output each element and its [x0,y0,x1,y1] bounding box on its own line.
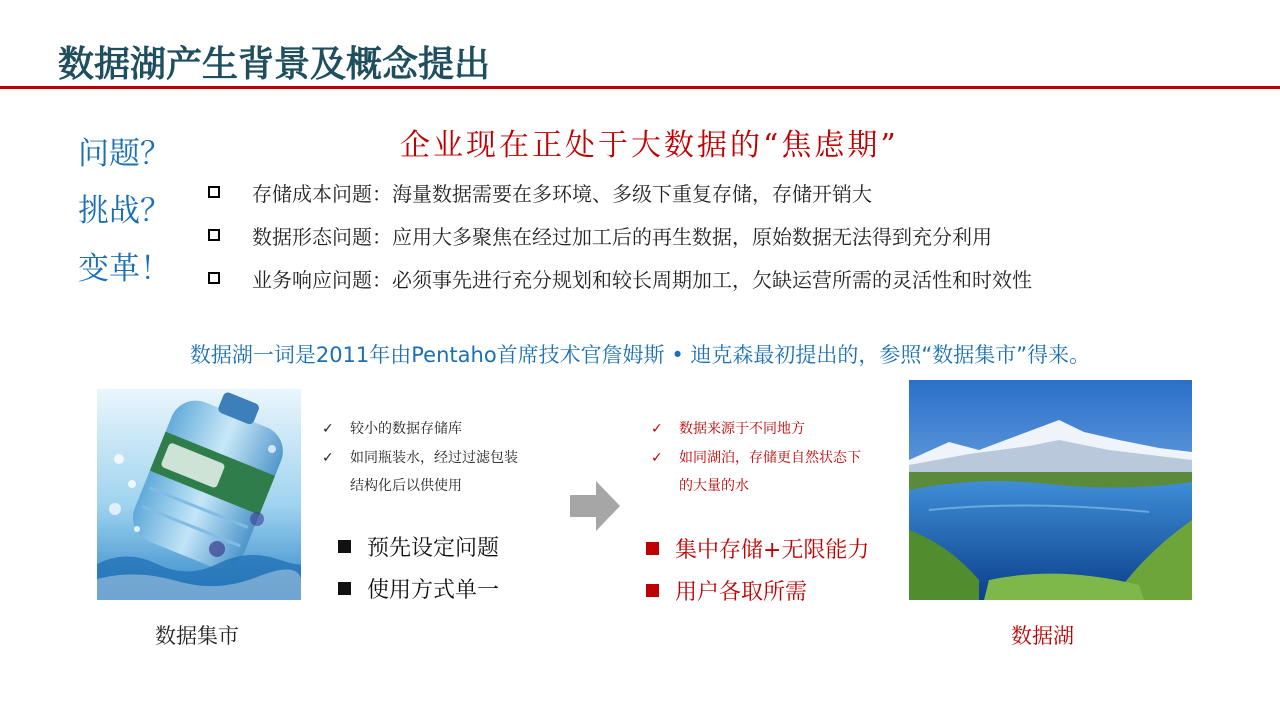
intro-sentence: 数据湖一词是2011年由Pentaho首席技术官詹姆斯 • 迪克森最初提出的，参照“数据集市”得来。 [189,343,1091,367]
check-text: 较小的数据存储库 [350,421,462,437]
filled-square-bullet-icon [338,540,351,553]
checkmark-icon: ✓ [322,450,334,466]
bullet-text: 数据形态问题：应用大多聚焦在经过加工后的再生数据，原始数据无法得到充分利用 [252,224,992,249]
bullet-item [208,220,992,250]
bullet-text: 业务响应问题：必须事先进行充分规划和较长周期加工，欠缺运营所需的灵活性和时效性 [252,267,1032,292]
filled-square-bullet-icon [646,542,659,555]
side-word-question: 问题？ [78,136,171,172]
hollow-square-bullet-icon [208,186,220,198]
check-text-continued: 的大量的水 [679,478,749,494]
right-arrow-icon [570,481,620,531]
check-text: 数据来源于不同地方 [679,421,805,437]
check-item [322,418,462,438]
check-item [651,418,805,438]
feature-text: 用户各取所需 [675,579,808,605]
side-word-challenge: 挑战？ [78,193,171,229]
feature-item [338,572,499,604]
checkmark-icon: ✓ [651,450,663,466]
hollow-square-bullet-icon [208,272,220,284]
feature-text: 使用方式单一 [367,577,500,603]
feature-item [646,574,807,606]
check-text-continued: 结构化后以供使用 [350,478,462,494]
water-bottle-image [97,389,301,600]
feature-text: 集中存储+无限能力 [675,537,870,563]
check-item [322,447,518,467]
feature-item [338,530,499,562]
feature-item [646,532,869,564]
filled-square-bullet-icon [646,584,659,597]
check-text: 如同瓶装水，经过过滤包装 [350,450,518,466]
bullet-text: 存储成本问题：海量数据需要在多环境、多级下重复存储，存储开销大 [252,181,872,206]
bullet-item [208,177,872,207]
checkmark-icon: ✓ [322,421,334,437]
feature-text: 预先设定问题 [367,535,500,561]
data-mart-caption: 数据集市 [155,624,239,648]
data-lake-caption: 数据湖 [1011,624,1074,648]
bullet-item [208,263,1032,293]
side-word-change: 变革！ [78,251,171,287]
hollow-square-bullet-icon [208,229,220,241]
check-item [651,447,861,467]
check-text: 如同湖泊，存储更自然状态下 [679,450,861,466]
slide-title: 数据湖产生背景及概念提出 [58,44,491,85]
filled-square-bullet-icon [338,582,351,595]
checkmark-icon: ✓ [651,421,663,437]
title-divider [0,86,1280,89]
headline: 企业现在正处于大数据的“焦虑期” [400,128,899,163]
lake-landscape-image [909,380,1192,600]
